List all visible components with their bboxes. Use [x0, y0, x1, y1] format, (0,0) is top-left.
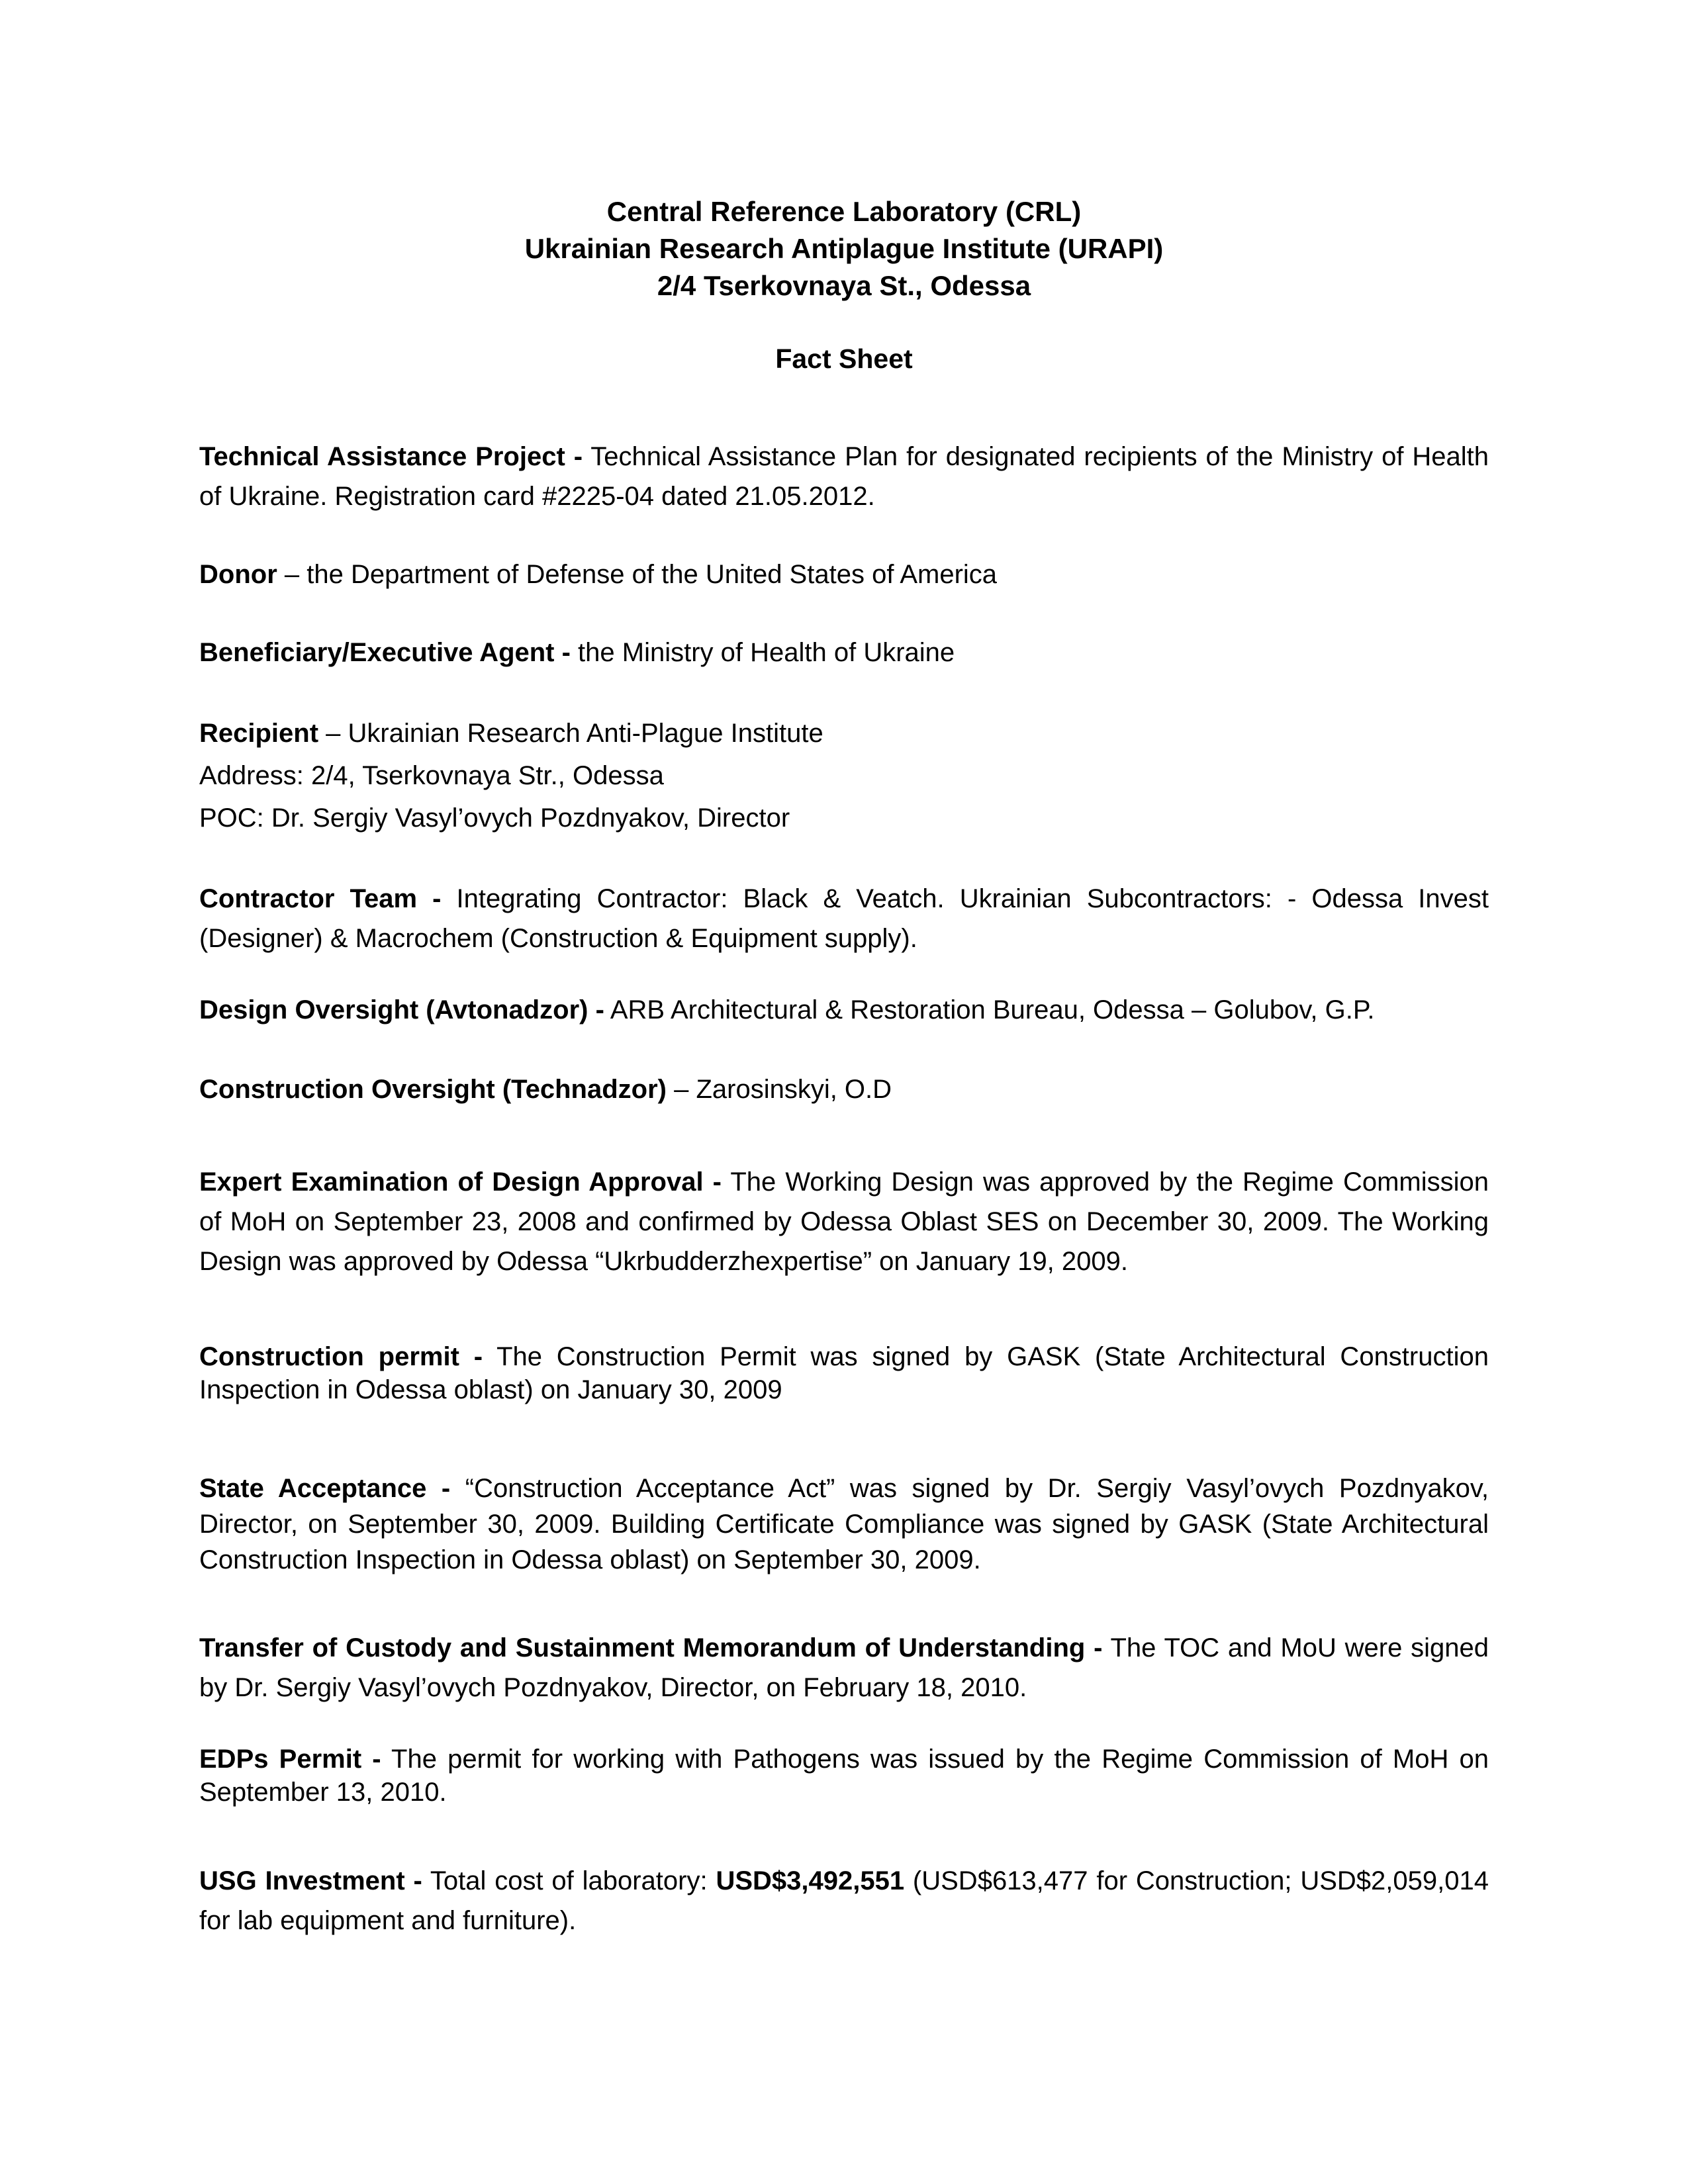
construction-oversight-label: Construction Oversight (Technadzor) — [199, 1075, 667, 1104]
beneficiary — [199, 633, 1489, 672]
donor-label: Donor — [199, 560, 277, 589]
usg-investment — [199, 1861, 1489, 1940]
transfer-of-custody — [199, 1628, 1489, 1707]
construction-oversight-text: – Zarosinskyi, O.D — [666, 1075, 892, 1104]
expert-examination-label: Expert Examination of Design Approval - — [199, 1167, 722, 1197]
contractor-team-text: Integrating Contractor: Black & Veatch. Ukrainian Subcontractors: - Odessa Invest (Designer) & Macrochem (Construction & Equipment supply). — [199, 884, 1489, 953]
edps-permit-label: EDPs Permit - — [199, 1745, 381, 1774]
recipient-text: – Ukrainian Research Anti-Plague Institute — [318, 719, 823, 748]
donor-text: – the Department of Defense of the United States of America — [277, 560, 998, 589]
state-acceptance-label: State Acceptance - — [199, 1474, 451, 1503]
expert-examination — [199, 1162, 1489, 1281]
beneficiary-text: the Ministry of Health of Ukraine — [570, 638, 955, 667]
expert-examination-text: The Working Design was approved by the Regime Commission of MoH on September 23, 2008 and confirmed by Odessa Oblast SES on December 30, 2009. The Working Design was approved by Odessa “Ukrbudderzhexpertise” on January 19, 2009. — [199, 1167, 1489, 1276]
design-oversight-text: ARB Architectural & Restoration Bureau, Odessa – Golubov, G.P. — [604, 995, 1375, 1024]
contractor-team-label: Contractor Team - — [199, 884, 442, 913]
edps-permit-text: The permit for working with Pathogens was issued by the Regime Commission of MoH on September 13, 2010. — [199, 1745, 1489, 1807]
construction-permit-label: Construction permit - — [199, 1342, 483, 1371]
usg-investment-text-after: (USD$613,477 for Construction; USD$2,059,014 for lab equipment and furniture). — [199, 1866, 1489, 1935]
document-subtitle: Fact Sheet — [775, 343, 913, 374]
usg-investment-label: USG Investment - — [199, 1866, 422, 1895]
contractor-team — [199, 879, 1489, 958]
technical-assistance-project — [199, 437, 1489, 516]
header-lab-name: Central Reference Laboratory (CRL) — [606, 196, 1082, 227]
transfer-of-custody-label: Transfer of Custody and Sustainment Memorandum of Understanding - — [199, 1633, 1103, 1662]
header-address: 2/4 Tserkovnaya St., Odessa — [657, 270, 1031, 301]
recipient — [199, 712, 1489, 839]
design-oversight-label: Design Oversight (Avtonadzor) - — [199, 995, 604, 1024]
construction-permit — [199, 1340, 1489, 1406]
state-acceptance-text: “Construction Acceptance Act” was signed by Dr. Sergiy Vasyl’ovych Pozdnyakov, Director, on September 30, 2009. Building Certificate Compliance was signed by GASK (State Architectural Construction Inspection in Odessa oblast) on September 30, 2009. — [199, 1474, 1489, 1574]
recipient-line — [199, 712, 1489, 754]
technical-assistance-project-label: Technical Assistance Project - — [199, 442, 583, 471]
usg-investment-total: USD$3,492,551 — [716, 1866, 905, 1895]
edps-permit — [199, 1743, 1489, 1809]
transfer-of-custody-text: The TOC and MoU were signed by Dr. Sergiy Vasyl’ovych Pozdnyakov, Director, on February 18, 2010. — [199, 1633, 1489, 1702]
donor — [199, 555, 1489, 594]
recipient-label: Recipient — [199, 719, 319, 748]
usg-investment-text-before: Total cost of laboratory: — [422, 1866, 716, 1895]
document-header — [0, 193, 1688, 304]
header-institute-name: Ukrainian Research Antiplague Institute (URAPI) — [524, 233, 1164, 264]
technical-assistance-project-text: Technical Assistance Plan for designated recipients of the Ministry of Health of Ukraine. Registration card #2225-04 dated 21.05.2012. — [199, 442, 1489, 511]
recipient-address: Address: 2/4, Tserkovnaya Str., Odessa — [199, 761, 664, 790]
construction-permit-text: The Construction Permit was signed by GASK (State Architectural Construction Inspection in Odessa oblast) on January 30, 2009 — [199, 1342, 1489, 1404]
construction-oversight — [199, 1069, 1489, 1109]
state-acceptance — [199, 1471, 1489, 1578]
recipient-poc: POC: Dr. Sergiy Vasyl’ovych Pozdnyakov, Director — [199, 803, 790, 833]
design-oversight — [199, 990, 1489, 1030]
beneficiary-label: Beneficiary/Executive Agent - — [199, 638, 571, 667]
